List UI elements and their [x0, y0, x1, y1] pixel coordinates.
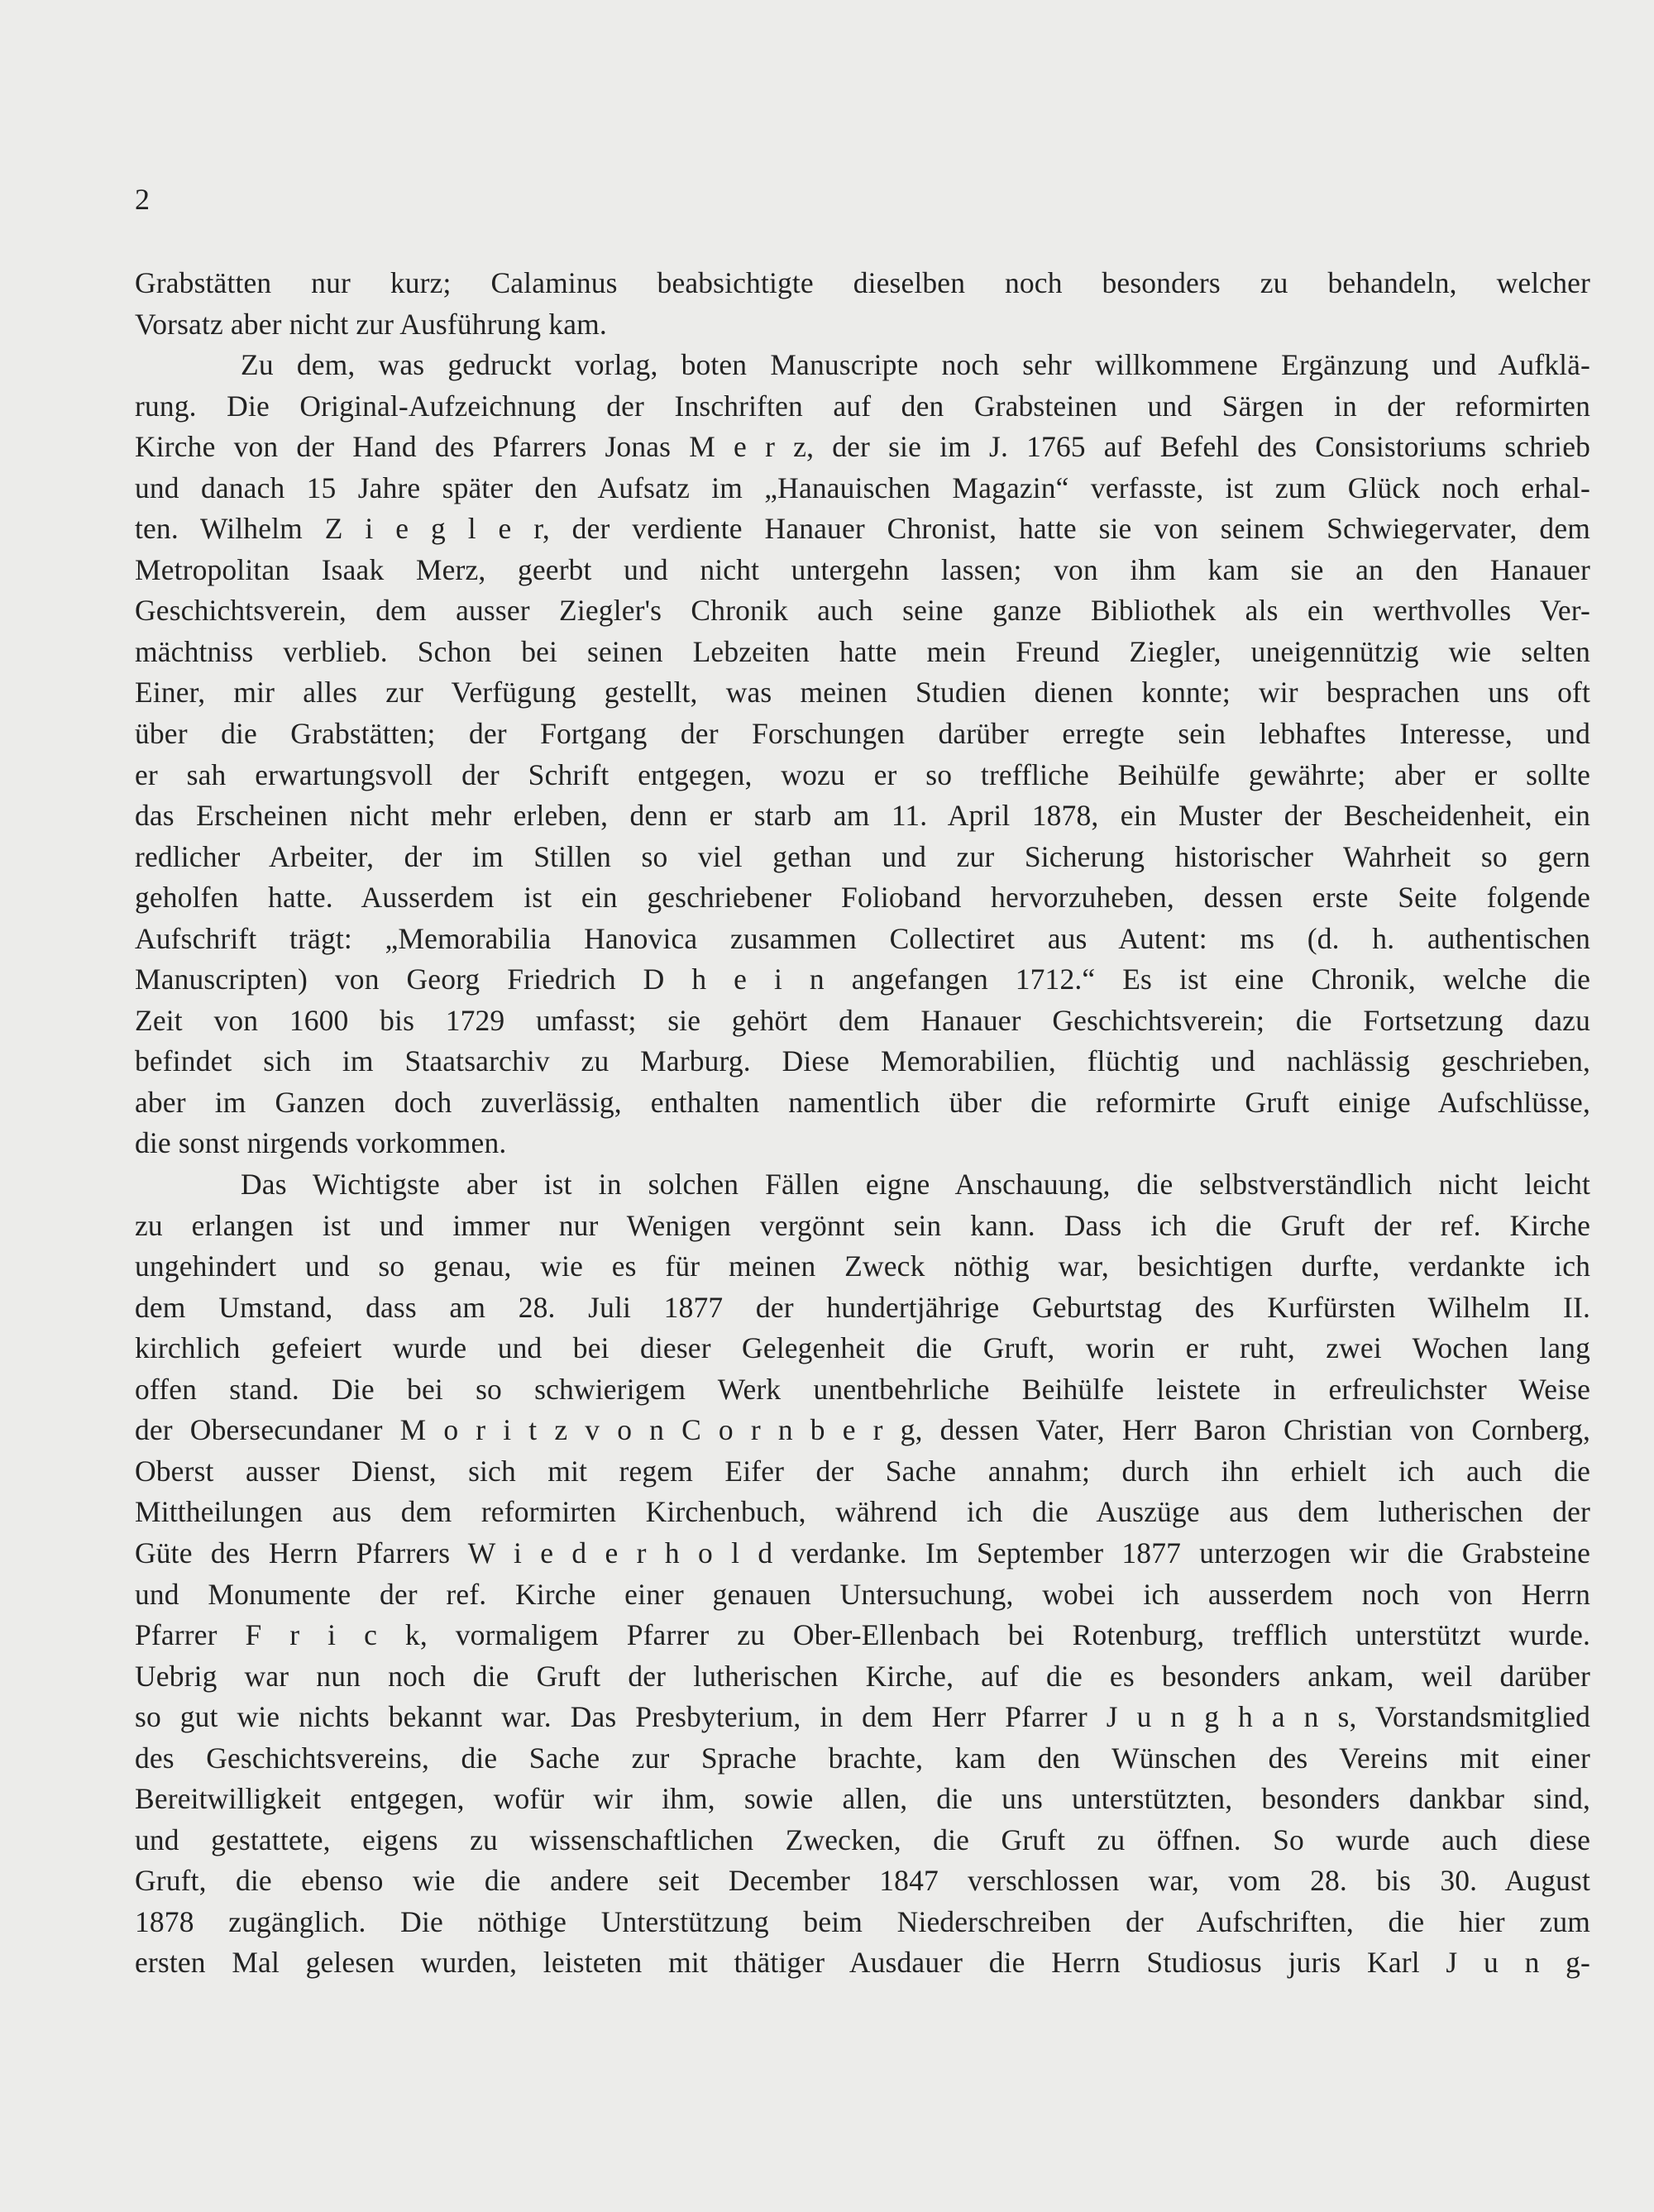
- text-line: dem Umstand, dass am 28. Juli 1877 der hundertjährige Geburtstag des Kurfürsten Wilhelm II.: [135, 1290, 1590, 1324]
- text-line: Kirche von der Hand des Pfarrers Jonas M e r z, der sie im J. 1765 auf Befehl des Consistoriums schrieb: [135, 430, 1590, 464]
- page-number: 2: [135, 183, 150, 216]
- text-line: mächtniss verblieb. Schon bei seinen Lebzeiten hatte mein Freund Ziegler, uneigennützig wie selten: [135, 634, 1590, 668]
- text-line: Grabstätten nur kurz; Calaminus beabsichtigte dieselben noch besonders zu behandeln, welcher: [135, 266, 1590, 299]
- text-line: kirchlich gefeiert wurde und bei dieser Gelegenheit die Gruft, worin er ruht, zwei Wochen lang: [135, 1331, 1590, 1365]
- text-line: und gestattete, eigens zu wissenschaftlichen Zwecken, die Gruft zu öffnen. So wurde auch diese: [135, 1823, 1590, 1856]
- text-line: Güte des Herrn Pfarrers W i e d e r h o l d verdanke. Im September 1877 unterzogen wir die Grabsteine: [135, 1536, 1590, 1569]
- text-line: Das Wichtigste aber ist in solchen Fällen eigne Anschauung, die selbstverständlich nicht leicht: [241, 1168, 1590, 1202]
- text-line: ten. Wilhelm Z i e g l e r, der verdiente Hanauer Chronist, hatte sie von seinem Schwiegervater, dem: [135, 512, 1590, 546]
- text-line: die sonst nirgends vorkommen.: [135, 1126, 507, 1160]
- text-line: und danach 15 Jahre später den Aufsatz im „Hanauischen Magazin“ verfasste, ist zum Glück noch erhal-: [135, 471, 1590, 504]
- text-line: Geschichtsverein, dem ausser Ziegler's Chronik auch seine ganze Bibliothek als ein werthvolles Ver-: [135, 594, 1590, 628]
- text-line: aber im Ganzen doch zuverlässig, enthalten namentlich über die reformirte Gruft einige Aufschlüsse,: [135, 1085, 1590, 1119]
- text-line: Manuscripten) von Georg Friedrich D h e i n angefangen 1712.“ Es ist eine Chronik, welche die: [135, 963, 1590, 996]
- text-line: Oberst ausser Dienst, sich mit regem Eifer der Sache annahm; durch ihn erhielt ich auch die: [135, 1454, 1590, 1488]
- text-line: über die Grabstätten; der Fortgang der Forschungen darüber erregte sein lebhaftes Interesse, und: [135, 717, 1590, 751]
- text-line: Aufschrift trägt: „Memorabilia Hanovica zusammen Collectiret aus Autent: ms (d. h. authentischen: [135, 921, 1590, 955]
- text-line: geholfen hatte. Ausserdem ist ein geschriebener Folioband hervorzuheben, dessen erste Seite folgende: [135, 881, 1590, 915]
- text-line: offen stand. Die bei so schwierigem Werk unentbehrliche Beihülfe leistete in erfreulichster Weise: [135, 1372, 1590, 1406]
- text-line: Pfarrer F r i c k, vormaligem Pfarrer zu Ober-Ellenbach bei Rotenburg, trefflich unterstützt wurde.: [135, 1618, 1590, 1652]
- text-line: der Obersecundaner M o r i t z v o n C o r n b e r g, dessen Vater, Herr Baron Christian von Cornberg,: [135, 1413, 1590, 1447]
- text-line: das Erscheinen nicht mehr erleben, denn er starb am 11. April 1878, ein Muster der Bescheidenheit, ein: [135, 799, 1590, 833]
- text-line: Gruft, die ebenso wie die andere seit December 1847 verschlossen war, vom 28. bis 30. August: [135, 1864, 1590, 1898]
- text-line: und Monumente der ref. Kirche einer genauen Untersuchung, wobei ich ausserdem noch von Herrn: [135, 1577, 1590, 1611]
- text-line: Zu dem, was gedruckt vorlag, boten Manuscripte noch sehr willkommene Ergänzung und Aufklä-: [241, 348, 1590, 382]
- text-line: rung. Die Original-Aufzeichnung der Inschriften auf den Grabsteinen und Särgen in der reformirten: [135, 389, 1590, 423]
- text-line: ersten Mal gelesen wurden, leisteten mit thätiger Ausdauer die Herrn Studiosus juris Karl J u n g-: [135, 1946, 1590, 1980]
- text-line: Uebrig war nun noch die Gruft der lutherischen Kirche, auf die es besonders ankam, weil darüber: [135, 1659, 1590, 1693]
- text-line: Metropolitan Isaak Merz, geerbt und nicht untergehn lassen; von ihm kam sie an den Hanauer: [135, 552, 1590, 586]
- text-line: Vorsatz aber nicht zur Ausführung kam.: [135, 307, 607, 341]
- text-line: 1878 zugänglich. Die nöthige Unterstützung beim Niederschreiben der Aufschriften, die hier zum: [135, 1904, 1590, 1938]
- text-line: Zeit von 1600 bis 1729 umfasst; sie gehört dem Hanauer Geschichtsverein; die Fortsetzung dazu: [135, 1003, 1590, 1037]
- text-line: Einer, mir alles zur Verfügung gestellt, was meinen Studien dienen konnte; wir besprachen uns oft: [135, 676, 1590, 709]
- text-line: zu erlangen ist und immer nur Wenigen vergönnt sein kann. Dass ich die Gruft der ref. Kirche: [135, 1208, 1590, 1242]
- text-line: Mittheilungen aus dem reformirten Kirchenbuch, während ich die Auszüge aus dem lutherischen der: [135, 1495, 1590, 1529]
- text-line: redlicher Arbeiter, der im Stillen so viel gethan und zur Sicherung historischer Wahrheit so gern: [135, 839, 1590, 873]
- text-line: Bereitwilligkeit entgegen, wofür wir ihm, sowie allen, die uns unterstützten, besonders dankbar sind,: [135, 1782, 1590, 1816]
- text-line: befindet sich im Staatsarchiv zu Marburg. Diese Memorabilien, flüchtig und nachlässig geschrieben,: [135, 1044, 1590, 1078]
- text-line: so gut wie nichts bekannt war. Das Presbyterium, in dem Herr Pfarrer J u n g h a n s, Vorstandsmitglied: [135, 1700, 1590, 1734]
- text-line: des Geschichtsvereins, die Sache zur Sprache brachte, kam den Wünschen des Vereins mit einer: [135, 1741, 1590, 1775]
- body-text: [135, 263, 1590, 1984]
- text-line: ungehindert und so genau, wie es für meinen Zweck nöthig war, besichtigen durfte, verdankte ich: [135, 1249, 1590, 1283]
- text-line: er sah erwartungsvoll der Schrift entgegen, wozu er so treffliche Beihülfe gewährte; aber er sollte: [135, 757, 1590, 791]
